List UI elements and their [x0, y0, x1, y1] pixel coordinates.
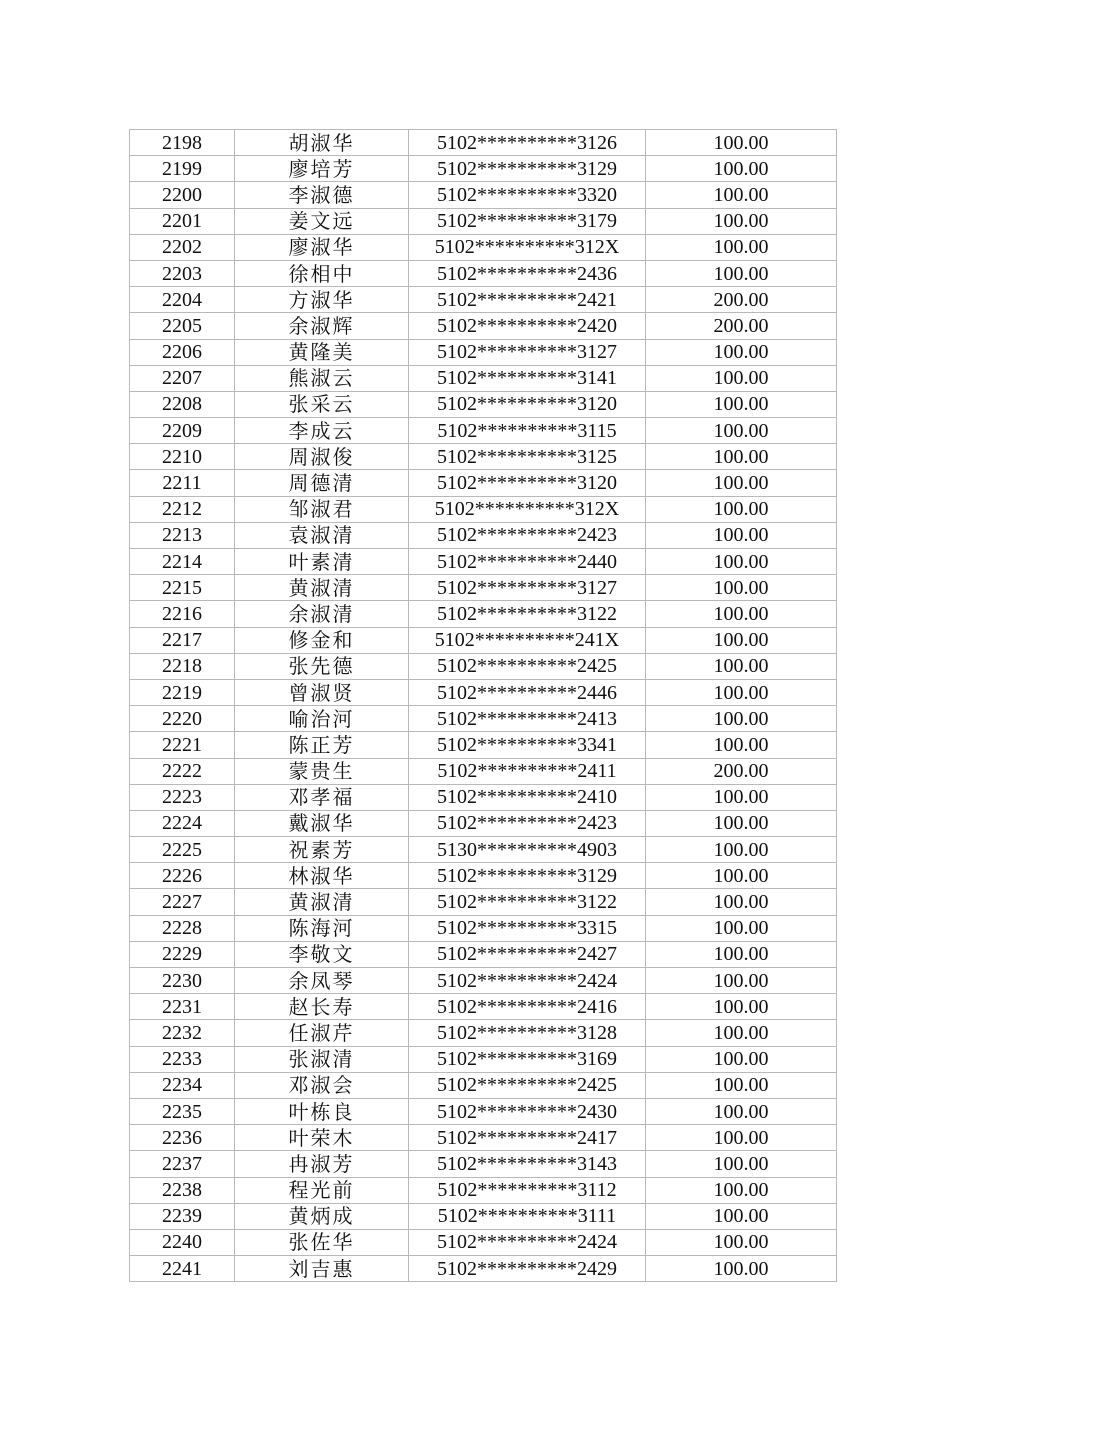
cell-person-name: 张采云	[235, 391, 409, 417]
table-row	[130, 758, 837, 784]
cell-amount: 100.00	[646, 941, 837, 967]
table-row	[130, 1125, 837, 1151]
cell-id-number: 5102**********2430	[409, 1098, 646, 1124]
cell-id-number: 5102**********2425	[409, 653, 646, 679]
cell-amount: 100.00	[646, 549, 837, 575]
cell-id-number: 5102**********2417	[409, 1125, 646, 1151]
cell-person-name: 叶栋良	[235, 1098, 409, 1124]
cell-amount: 100.00	[646, 418, 837, 444]
cell-person-name: 李淑德	[235, 182, 409, 208]
cell-id-number: 5102**********2436	[409, 260, 646, 286]
cell-seq-number: 2221	[130, 732, 235, 758]
cell-seq-number: 2239	[130, 1203, 235, 1229]
cell-seq-number: 2214	[130, 549, 235, 575]
cell-id-number: 5102**********3341	[409, 732, 646, 758]
cell-amount: 100.00	[646, 601, 837, 627]
cell-id-number: 5102**********2429	[409, 1256, 646, 1282]
cell-person-name: 叶素清	[235, 549, 409, 575]
cell-seq-number: 2207	[130, 365, 235, 391]
table-row	[130, 968, 837, 994]
cell-amount: 100.00	[646, 391, 837, 417]
cell-id-number: 5102**********3127	[409, 339, 646, 365]
cell-seq-number: 2236	[130, 1125, 235, 1151]
cell-person-name: 黄炳成	[235, 1203, 409, 1229]
cell-amount: 100.00	[646, 994, 837, 1020]
cell-amount: 200.00	[646, 758, 837, 784]
cell-amount: 100.00	[646, 1177, 837, 1203]
cell-person-name: 廖培芳	[235, 156, 409, 182]
cell-amount: 100.00	[646, 444, 837, 470]
cell-seq-number: 2211	[130, 470, 235, 496]
cell-seq-number: 2206	[130, 339, 235, 365]
cell-person-name: 胡淑华	[235, 130, 409, 156]
table-row	[130, 156, 837, 182]
cell-amount: 100.00	[646, 915, 837, 941]
table-row	[130, 130, 837, 156]
cell-id-number: 5102**********3129	[409, 863, 646, 889]
cell-person-name: 冉淑芳	[235, 1151, 409, 1177]
cell-person-name: 周德清	[235, 470, 409, 496]
roster-table	[129, 129, 837, 1282]
cell-amount: 100.00	[646, 365, 837, 391]
table-row	[130, 784, 837, 810]
cell-seq-number: 2210	[130, 444, 235, 470]
cell-id-number: 5102**********2416	[409, 994, 646, 1020]
cell-seq-number: 2198	[130, 130, 235, 156]
cell-id-number: 5102**********2446	[409, 679, 646, 705]
cell-person-name: 廖淑华	[235, 234, 409, 260]
cell-person-name: 姜文远	[235, 208, 409, 234]
cell-amount: 100.00	[646, 496, 837, 522]
cell-id-number: 5102**********3120	[409, 470, 646, 496]
cell-id-number: 5102**********3128	[409, 1020, 646, 1046]
cell-seq-number: 2209	[130, 418, 235, 444]
table-row	[130, 391, 837, 417]
table-row	[130, 522, 837, 548]
cell-amount: 100.00	[646, 234, 837, 260]
cell-amount: 100.00	[646, 575, 837, 601]
cell-amount: 100.00	[646, 863, 837, 889]
cell-seq-number: 2229	[130, 941, 235, 967]
cell-id-number: 5102**********312X	[409, 496, 646, 522]
cell-seq-number: 2204	[130, 287, 235, 313]
cell-amount: 100.00	[646, 260, 837, 286]
cell-id-number: 5102**********241X	[409, 627, 646, 653]
table-row	[130, 863, 837, 889]
cell-seq-number: 2208	[130, 391, 235, 417]
cell-id-number: 5102**********2425	[409, 1072, 646, 1098]
cell-seq-number: 2203	[130, 260, 235, 286]
table-row	[130, 1177, 837, 1203]
table-row	[130, 1229, 837, 1255]
cell-id-number: 5102**********3320	[409, 182, 646, 208]
cell-id-number: 5102**********3179	[409, 208, 646, 234]
table-row	[130, 679, 837, 705]
table-row	[130, 1072, 837, 1098]
cell-id-number: 5102**********3143	[409, 1151, 646, 1177]
table-row	[130, 1256, 837, 1282]
cell-amount: 100.00	[646, 522, 837, 548]
cell-id-number: 5102**********3111	[409, 1203, 646, 1229]
cell-seq-number: 2235	[130, 1098, 235, 1124]
cell-amount: 100.00	[646, 182, 837, 208]
table-row	[130, 234, 837, 260]
cell-person-name: 余淑辉	[235, 313, 409, 339]
table-row	[130, 260, 837, 286]
cell-amount: 100.00	[646, 810, 837, 836]
table-row	[130, 915, 837, 941]
cell-person-name: 邓孝福	[235, 784, 409, 810]
cell-person-name: 张淑清	[235, 1046, 409, 1072]
table-row	[130, 1046, 837, 1072]
cell-id-number: 5102**********2421	[409, 287, 646, 313]
cell-id-number: 5102**********2420	[409, 313, 646, 339]
cell-id-number: 5102**********2427	[409, 941, 646, 967]
cell-amount: 100.00	[646, 889, 837, 915]
cell-person-name: 赵长寿	[235, 994, 409, 1020]
cell-person-name: 邓淑会	[235, 1072, 409, 1098]
cell-id-number: 5102**********3125	[409, 444, 646, 470]
cell-id-number: 5102**********3126	[409, 130, 646, 156]
table-row	[130, 810, 837, 836]
table-row	[130, 889, 837, 915]
table-row	[130, 444, 837, 470]
cell-id-number: 5102**********2413	[409, 706, 646, 732]
cell-id-number: 5102**********3122	[409, 601, 646, 627]
cell-amount: 100.00	[646, 1256, 837, 1282]
cell-seq-number: 2225	[130, 837, 235, 863]
cell-id-number: 5102**********3141	[409, 365, 646, 391]
cell-person-name: 周淑俊	[235, 444, 409, 470]
cell-amount: 100.00	[646, 1151, 837, 1177]
cell-person-name: 祝素芳	[235, 837, 409, 863]
table-row	[130, 837, 837, 863]
cell-person-name: 徐相中	[235, 260, 409, 286]
cell-seq-number: 2216	[130, 601, 235, 627]
cell-id-number: 5102**********2410	[409, 784, 646, 810]
cell-amount: 100.00	[646, 1203, 837, 1229]
cell-seq-number: 2202	[130, 234, 235, 260]
cell-seq-number: 2228	[130, 915, 235, 941]
cell-seq-number: 2226	[130, 863, 235, 889]
cell-amount: 100.00	[646, 837, 837, 863]
cell-person-name: 喻治河	[235, 706, 409, 732]
table-row	[130, 470, 837, 496]
cell-amount: 100.00	[646, 706, 837, 732]
cell-seq-number: 2220	[130, 706, 235, 732]
cell-id-number: 5102**********2440	[409, 549, 646, 575]
table-row	[130, 496, 837, 522]
table-row	[130, 1203, 837, 1229]
cell-amount: 100.00	[646, 679, 837, 705]
cell-amount: 100.00	[646, 627, 837, 653]
cell-person-name: 黄淑清	[235, 889, 409, 915]
cell-id-number: 5102**********2424	[409, 1229, 646, 1255]
cell-seq-number: 2219	[130, 679, 235, 705]
cell-id-number: 5102**********312X	[409, 234, 646, 260]
cell-id-number: 5102**********3127	[409, 575, 646, 601]
cell-seq-number: 2230	[130, 968, 235, 994]
cell-amount: 100.00	[646, 470, 837, 496]
cell-id-number: 5102**********3315	[409, 915, 646, 941]
cell-id-number: 5102**********3122	[409, 889, 646, 915]
cell-person-name: 李成云	[235, 418, 409, 444]
cell-amount: 100.00	[646, 339, 837, 365]
cell-seq-number: 2222	[130, 758, 235, 784]
table-row	[130, 182, 837, 208]
cell-person-name: 陈海河	[235, 915, 409, 941]
cell-person-name: 方淑华	[235, 287, 409, 313]
cell-person-name: 戴淑华	[235, 810, 409, 836]
table-row	[130, 287, 837, 313]
cell-amount: 200.00	[646, 287, 837, 313]
cell-amount: 100.00	[646, 1125, 837, 1151]
table-row	[130, 549, 837, 575]
cell-amount: 100.00	[646, 1229, 837, 1255]
cell-person-name: 蒙贵生	[235, 758, 409, 784]
cell-seq-number: 2223	[130, 784, 235, 810]
cell-seq-number: 2213	[130, 522, 235, 548]
cell-person-name: 熊淑云	[235, 365, 409, 391]
table-row	[130, 732, 837, 758]
cell-amount: 100.00	[646, 1020, 837, 1046]
cell-id-number: 5102**********3169	[409, 1046, 646, 1072]
cell-amount: 100.00	[646, 653, 837, 679]
cell-seq-number: 2201	[130, 208, 235, 234]
cell-person-name: 任淑芹	[235, 1020, 409, 1046]
cell-seq-number: 2205	[130, 313, 235, 339]
cell-id-number: 5102**********3112	[409, 1177, 646, 1203]
table-row	[130, 706, 837, 732]
roster-table-body	[130, 130, 837, 1282]
cell-seq-number: 2237	[130, 1151, 235, 1177]
cell-person-name: 张先德	[235, 653, 409, 679]
table-row	[130, 339, 837, 365]
cell-seq-number: 2234	[130, 1072, 235, 1098]
cell-id-number: 5102**********3120	[409, 391, 646, 417]
cell-seq-number: 2227	[130, 889, 235, 915]
cell-seq-number: 2231	[130, 994, 235, 1020]
cell-person-name: 林淑华	[235, 863, 409, 889]
cell-amount: 100.00	[646, 968, 837, 994]
cell-person-name: 邹淑君	[235, 496, 409, 522]
cell-id-number: 5102**********3115	[409, 418, 646, 444]
cell-amount: 100.00	[646, 130, 837, 156]
cell-seq-number: 2240	[130, 1229, 235, 1255]
cell-seq-number: 2238	[130, 1177, 235, 1203]
cell-person-name: 曾淑贤	[235, 679, 409, 705]
cell-seq-number: 2199	[130, 156, 235, 182]
cell-person-name: 黄淑清	[235, 575, 409, 601]
cell-person-name: 余凤琴	[235, 968, 409, 994]
cell-amount: 100.00	[646, 1046, 837, 1072]
cell-person-name: 修金和	[235, 627, 409, 653]
table-row	[130, 1098, 837, 1124]
cell-amount: 100.00	[646, 1072, 837, 1098]
table-row	[130, 208, 837, 234]
cell-person-name: 刘吉惠	[235, 1256, 409, 1282]
cell-person-name: 袁淑清	[235, 522, 409, 548]
cell-seq-number: 2224	[130, 810, 235, 836]
cell-seq-number: 2212	[130, 496, 235, 522]
table-row	[130, 601, 837, 627]
cell-id-number: 5102**********2423	[409, 522, 646, 548]
cell-seq-number: 2232	[130, 1020, 235, 1046]
cell-person-name: 陈正芳	[235, 732, 409, 758]
cell-amount: 100.00	[646, 732, 837, 758]
cell-seq-number: 2241	[130, 1256, 235, 1282]
cell-amount: 100.00	[646, 1098, 837, 1124]
cell-id-number: 5102**********2423	[409, 810, 646, 836]
table-row	[130, 365, 837, 391]
cell-person-name: 李敬文	[235, 941, 409, 967]
cell-id-number: 5102**********3129	[409, 156, 646, 182]
cell-person-name: 余淑清	[235, 601, 409, 627]
cell-seq-number: 2233	[130, 1046, 235, 1072]
cell-person-name: 张佐华	[235, 1229, 409, 1255]
cell-amount: 100.00	[646, 208, 837, 234]
cell-id-number: 5130**********4903	[409, 837, 646, 863]
table-row	[130, 313, 837, 339]
cell-amount: 100.00	[646, 784, 837, 810]
cell-seq-number: 2215	[130, 575, 235, 601]
table-row	[130, 994, 837, 1020]
document-page	[129, 129, 837, 1282]
cell-amount: 200.00	[646, 313, 837, 339]
cell-id-number: 5102**********2424	[409, 968, 646, 994]
cell-person-name: 黄隆美	[235, 339, 409, 365]
cell-seq-number: 2217	[130, 627, 235, 653]
cell-person-name: 程光前	[235, 1177, 409, 1203]
cell-id-number: 5102**********2411	[409, 758, 646, 784]
table-row	[130, 653, 837, 679]
cell-person-name: 叶荣木	[235, 1125, 409, 1151]
cell-amount: 100.00	[646, 156, 837, 182]
cell-seq-number: 2218	[130, 653, 235, 679]
table-row	[130, 1020, 837, 1046]
table-row	[130, 575, 837, 601]
table-row	[130, 418, 837, 444]
table-row	[130, 627, 837, 653]
table-row	[130, 941, 837, 967]
cell-seq-number: 2200	[130, 182, 235, 208]
table-row	[130, 1151, 837, 1177]
